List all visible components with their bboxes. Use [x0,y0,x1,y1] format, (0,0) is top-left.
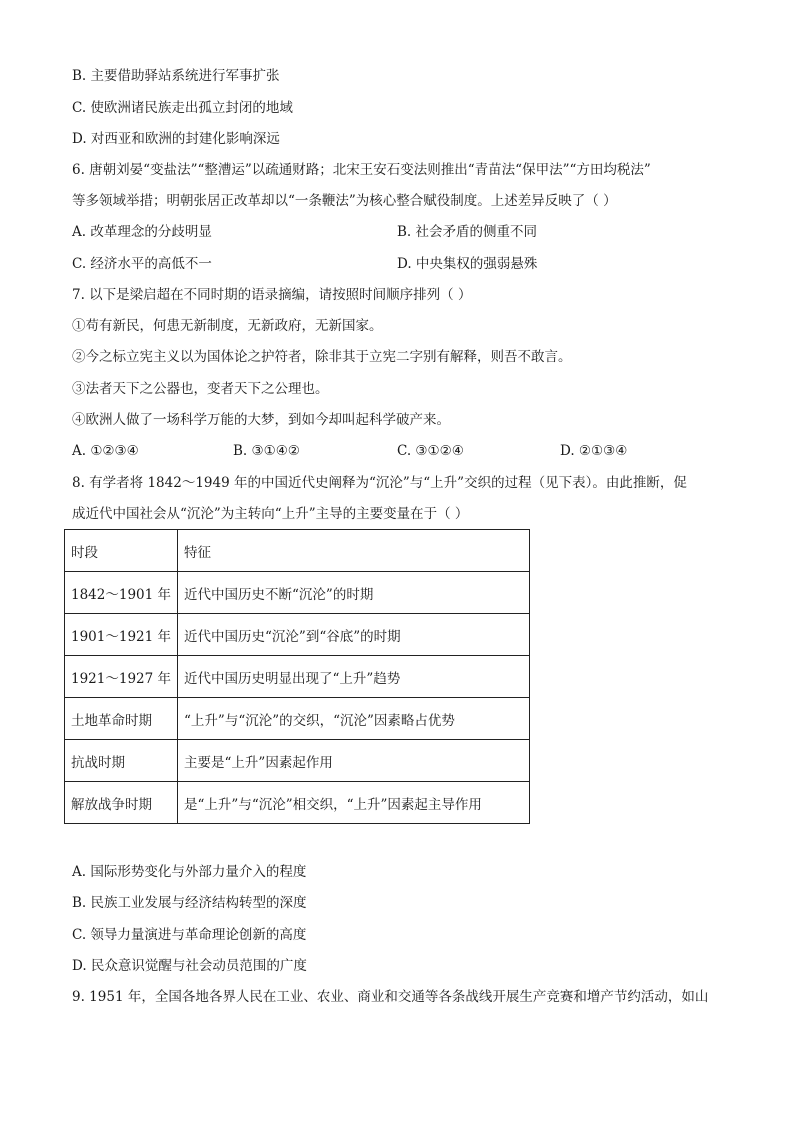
q7-option-c: C. ③①②④ [397,443,464,459]
q7-option-d: D. ②①③④ [560,443,628,459]
q5-option-d: D. 对西亚和欧洲的封建化影响深远 [72,131,280,147]
table-cell-period: 1921～1927 年 [65,656,178,698]
q8-option-d: D. 民众意识觉醒与社会动员范围的广度 [72,958,307,974]
q6-option-d: D. 中央集权的强弱悬殊 [397,256,538,272]
table-header-row [65,530,530,572]
q7-item-1: ①苟有新民，何患无新制度，无新政府，无新国家。 [72,318,383,334]
q8-stem-line1: 8. 有学者将 1842～1949 年的中国近代史阐释为“沉沦”与“上升”交织的过程（见下表）。由此推断，促 [72,475,687,491]
table-cell-feature: 近代中国历史“沉沦”到“谷底”的时期 [178,614,530,656]
table-cell-feature: 是“上升”与“沉沦”相交织，“上升”因素起主导作用 [178,782,530,824]
table-row [65,572,530,614]
table-header-feature: 特征 [178,530,530,572]
table-cell-feature: 近代中国历史不断“沉沦”的时期 [178,572,530,614]
q5-option-b: B. 主要借助驿站系统进行军事扩张 [72,68,280,84]
q6-stem-line1: 6. 唐朝刘晏“变盐法”“整漕运”以疏通财路；北宋王安石变法则推出“青苗法“保甲法”“方田均税法” [72,162,651,178]
q7-item-4: ④欧洲人做了一场科学万能的大梦，到如今却叫起科学破产来。 [72,412,450,428]
table-row [65,614,530,656]
table-cell-period: 抗战时期 [65,740,178,782]
table-cell-feature: 近代中国历史明显出现了“上升”趋势 [178,656,530,698]
q5-option-c: C. 使欧洲诸民族走出孤立封闭的地域 [72,100,293,116]
table-row [65,698,530,740]
q7-item-3: ③法者天下之公器也，变者天下之公理也。 [72,381,329,397]
q9-stem-line1: 9. 1951 年，全国各地各界人民在工业、农业、商业和交通等各条战线开展生产竞赛和增产节约活动，如山 [72,989,709,1005]
q6-stem-line2: 等多领域举措；明朝张居正改革却以“一条鞭法”为核心整合赋役制度。上述差异反映了（ ） [72,193,617,209]
table-row [65,782,530,824]
q7-stem: 7. 以下是梁启超在不同时期的语录摘编，请按照时间顺序排列（ ） [72,287,472,303]
q6-option-c: C. 经济水平的高低不一 [72,256,212,272]
q7-item-2: ②今之标立宪主义以为国体论之护符者，除非其于立宪二字别有解释，则吾不敢言。 [72,349,572,365]
table-cell-period: 1842～1901 年 [65,572,178,614]
table-row [65,740,530,782]
q8-table [64,529,530,824]
table-header-period: 时段 [65,530,178,572]
table-cell-period: 1901～1921 年 [65,614,178,656]
q8-option-c: C. 领导力量演进与革命理论创新的高度 [72,927,307,943]
q8-option-b: B. 民族工业发展与经济结构转型的深度 [72,895,307,911]
q7-option-a: A. ①②③④ [72,443,139,459]
q6-option-a: A. 改革理念的分歧明显 [72,224,212,240]
q6-option-b: B. 社会矛盾的侧重不同 [397,224,538,240]
table-row [65,656,530,698]
table-cell-period: 解放战争时期 [65,782,178,824]
table-cell-period: 土地革命时期 [65,698,178,740]
q8-option-a: A. 国际形势变化与外部力量介入的程度 [72,864,307,880]
q7-option-b: B. ③①④② [233,443,300,459]
table-cell-feature: 主要是“上升”因素起作用 [178,740,530,782]
q8-stem-line2: 成近代中国社会从“沉沦”为主转向“上升”主导的主要变量在于（ ） [72,506,469,522]
table-cell-feature: “上升”与“沉沦”的交织，“沉沦”因素略占优势 [178,698,530,740]
